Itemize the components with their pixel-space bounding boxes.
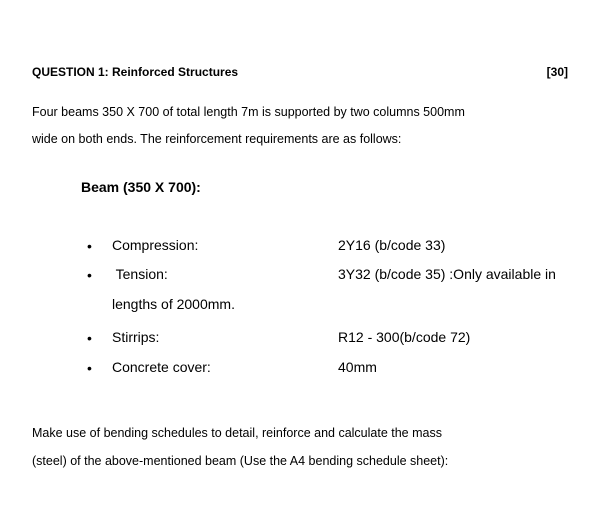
concrete-cover-label: Concrete cover: [112, 359, 211, 375]
question-title: QUESTION 1: Reinforced Structures [32, 65, 239, 79]
instruction-line-2: (steel) of the above-mentioned beam (Use the A4 bending schedule sheet): [32, 454, 449, 468]
bullet-concrete-cover: • [87, 360, 92, 376]
bullet-compression: • [87, 238, 92, 254]
concrete-cover-value: 40mm [338, 359, 377, 375]
question-marks: [30] [546, 65, 568, 79]
tension-label: Tension: [112, 266, 168, 282]
instruction-line-1: Make use of bending schedules to detail, reinforce and calculate the mass [32, 426, 442, 440]
intro-line-2: wide on both ends. The reinforcement requirements are as follows: [32, 132, 402, 146]
stirrips-value: R12 - 300(b/code 72) [338, 329, 471, 345]
compression-label: Compression: [112, 237, 199, 253]
bullet-tension: • [87, 267, 92, 283]
bullet-stirrips: • [87, 330, 92, 346]
intro-line-1: Four beams 350 X 700 of total length 7m is supported by two columns 500mm [32, 105, 465, 119]
tension-continuation: lengths of 2000mm. [112, 296, 235, 312]
compression-value: 2Y16 (b/code 33) [338, 237, 446, 253]
beam-heading: Beam (350 X 700): [81, 179, 201, 195]
tension-value: 3Y32 (b/code 35) :Only available in [338, 266, 556, 282]
stirrips-label: Stirrips: [112, 329, 160, 345]
